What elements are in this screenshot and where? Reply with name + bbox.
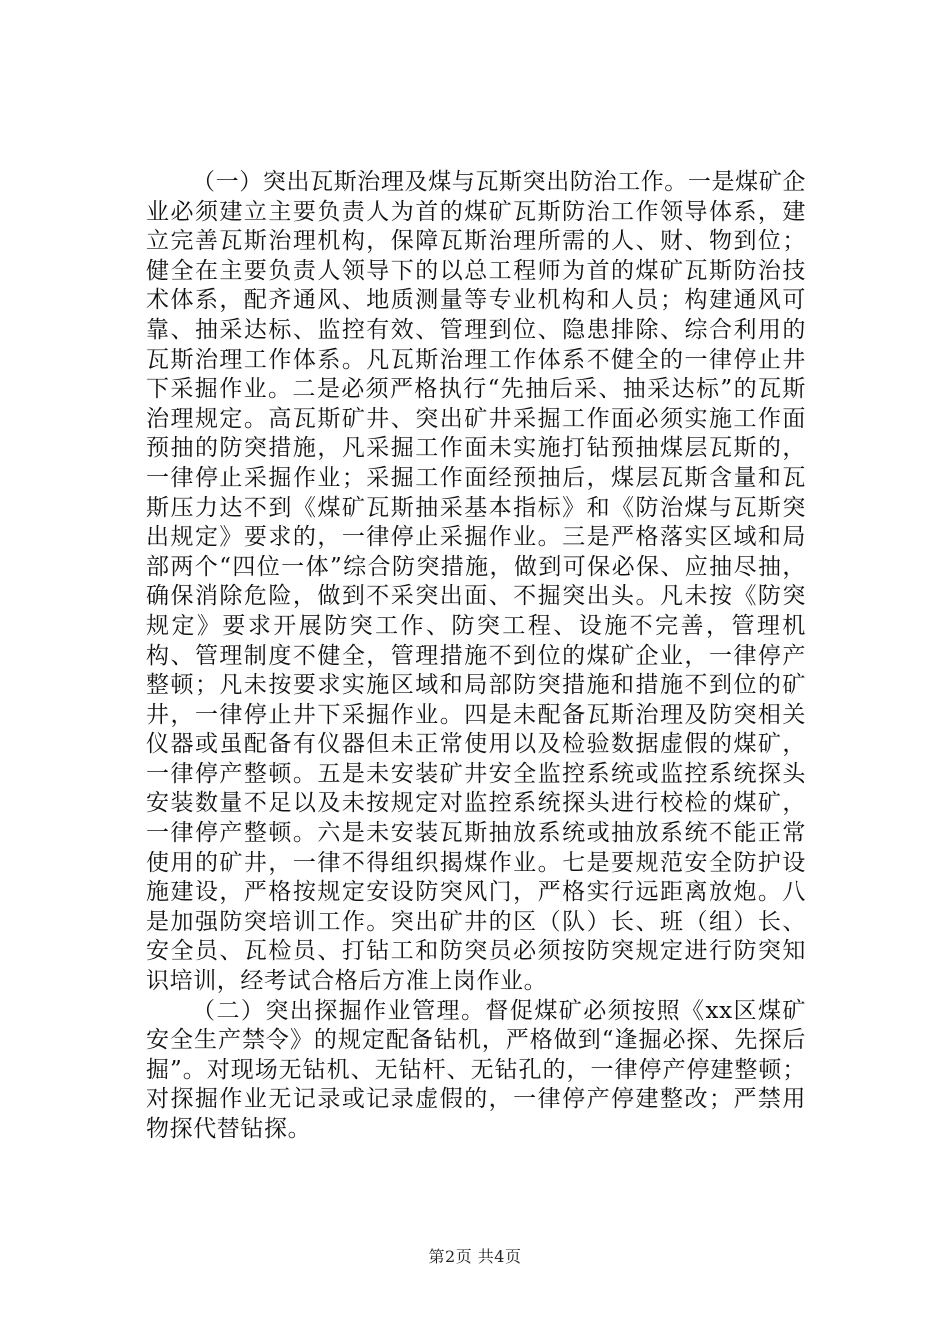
page-number-footer: 第2页 共4页 bbox=[428, 1247, 522, 1266]
document-body bbox=[146, 168, 806, 1145]
paragraph-exploration-management: （二）突出探掘作业管理。督促煤矿必须按照《xx区煤矿安全生产禁令》的规定配备钻机，严格做到“逢掘必探、先探后掘”。对现场无钻机、无钻杆、无钻孔的，一律停产停建整顿；对探掘作业无记录或记录虚假的，一律停产停建整改；严禁用物探代替钻探。 bbox=[146, 997, 806, 1142]
paragraph-gas-control: （一）突出瓦斯治理及煤与瓦斯突出防治工作。一是煤矿企业必须建立主要负责人为首的煤矿瓦斯防治工作领导体系，建立完善瓦斯治理机构，保障瓦斯治理所需的人、财、物到位；健全在主要负责人领导下的以总工程师为首的煤矿瓦斯防治技术体系，配齐通风、地质测量等专业机构和人员；构建通风可靠、抽采达标、监控有效、管理到位、隐患排除、综合利用的瓦斯治理工作体系。凡瓦斯治理工作体系不健全的一律停止井下采掘作业。二是必须严格执行“先抽后采、抽采达标”的瓦斯治理规定。高瓦斯矿井、突出矿井采掘工作面必须实施工作面预抽的防突措施，凡采掘工作面未实施打钻预抽煤层瓦斯的，一律停止采掘作业；采掘工作面经预抽后，煤层瓦斯含量和瓦斯压力达不到《煤矿瓦斯抽采基本指标》和《防治煤与瓦斯突出规定》要求的，一律停止采掘作业。三是严格落实区域和局部两个“四位一体”综合防突措施，做到可保必保、应抽尽抽，确保消除危险，做到不采突出面、不掘突出头。凡未按《防突规定》要求开展防突工作、防突工程、设施不完善，管理机构、管理制度不健全，管理措施不到位的煤矿企业，一律停产整顿；凡未按要求实施区域和局部防突措施和措施不到位的矿井，一律停止井下采掘作业。四是未配备瓦斯治理及防突相关仪器或虽配备有仪器但未正常使用以及检验数据虚假的煤矿，一律停产整顿。五是未安装矿井安全监控系统或监控系统探头安装数量不足以及未按规定对监控系统探头进行校检的煤矿，一律停产整顿。六是未安装瓦斯抽放系统或抽放系统不能正常使用的矿井，一律不得组织揭煤作业。七是要规范安全防护设施建设，严格按规定安设防突风门，严格实行远距离放炮。八是加强防突培训工作。突出矿井的区（队）长、班（组）长、安全员、瓦检员、打钻工和防突员必须按防突规定进行防突知识培训，经考试合格后方准上岗作业。 bbox=[146, 169, 806, 995]
